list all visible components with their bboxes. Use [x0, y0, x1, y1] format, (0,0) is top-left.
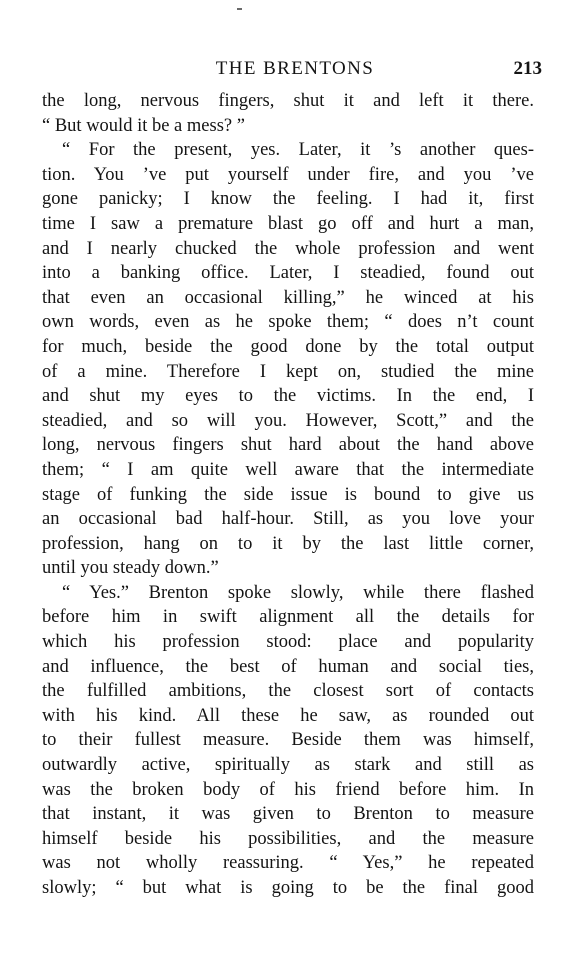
text-line: “ Yes.” Brenton spoke slowly, while there flashed: [62, 582, 534, 603]
page-number: 213: [513, 58, 542, 79]
text-line: slowly; “ but what is going to be the final good: [42, 878, 534, 898]
text-line: long, nervous fingers shut hard about the hand above: [42, 435, 534, 456]
text-line: own words, even as he spoke them; “ does n’t count: [42, 312, 534, 333]
text-line: of a mine. Therefore I kept on, studied the mine: [42, 361, 534, 382]
text-line: to their fullest measure. Beside them was himself,: [42, 730, 534, 751]
text-line: that even an occasional killing,” he winced at his: [42, 287, 534, 308]
text-line: for much, beside the good done by the total output: [42, 336, 534, 357]
text-line: profession, hang on to it by the last little corner,: [42, 533, 534, 554]
text-line: which his profession stood: place and popularity: [42, 632, 534, 653]
print-speck: [237, 8, 242, 10]
text-line: before him in swift alignment all the details for: [42, 607, 534, 628]
running-head: [42, 57, 542, 81]
text-line: them; “ I am quite well aware that the intermediate: [42, 459, 534, 480]
text-line: himself beside his possibilities, and the measure: [42, 828, 534, 849]
body-text: [42, 89, 534, 901]
text-line: steadied, and so will you. However, Scott,” and the: [42, 410, 534, 431]
text-line: gone panicky; I know the feeling. I had it, first: [42, 189, 534, 210]
text-line: was not wholly reassuring. “ Yes,” he repeated: [42, 853, 534, 874]
text-line: outwardly active, spiritually as stark and still as: [42, 755, 534, 776]
text-line: was the broken body of his friend before him. In: [42, 779, 534, 800]
text-line: “ But would it be a mess? ”: [42, 115, 245, 136]
text-line: and I nearly chucked the whole profession and went: [42, 238, 534, 259]
text-line: stage of funking the side issue is bound to give us: [42, 484, 534, 505]
text-line: and shut my eyes to the victims. In the end, I: [42, 386, 534, 407]
text-line: “ For the present, yes. Later, it ’s another ques-: [62, 140, 534, 161]
text-line: time I saw a premature blast go off and hurt a man,: [42, 213, 534, 234]
text-line: that instant, it was given to Brenton to measure: [42, 804, 534, 825]
text-line: tion. You ’ve put yourself under fire, and you ’ve: [42, 164, 534, 185]
text-line: the fulfilled ambitions, the closest sort of contacts: [42, 681, 534, 702]
text-line: into a banking office. Later, I steadied, found out: [42, 263, 534, 284]
text-line: until you steady down.”: [42, 558, 219, 579]
text-line: and influence, the best of human and social ties,: [42, 656, 534, 677]
running-title: THE BRENTONS: [215, 58, 375, 79]
text-line: the long, nervous fingers, shut it and left it there.: [42, 91, 534, 111]
text-line: an occasional bad half-hour. Still, as you love your: [42, 509, 534, 530]
text-line: with his kind. All these he saw, as rounded out: [42, 705, 534, 726]
